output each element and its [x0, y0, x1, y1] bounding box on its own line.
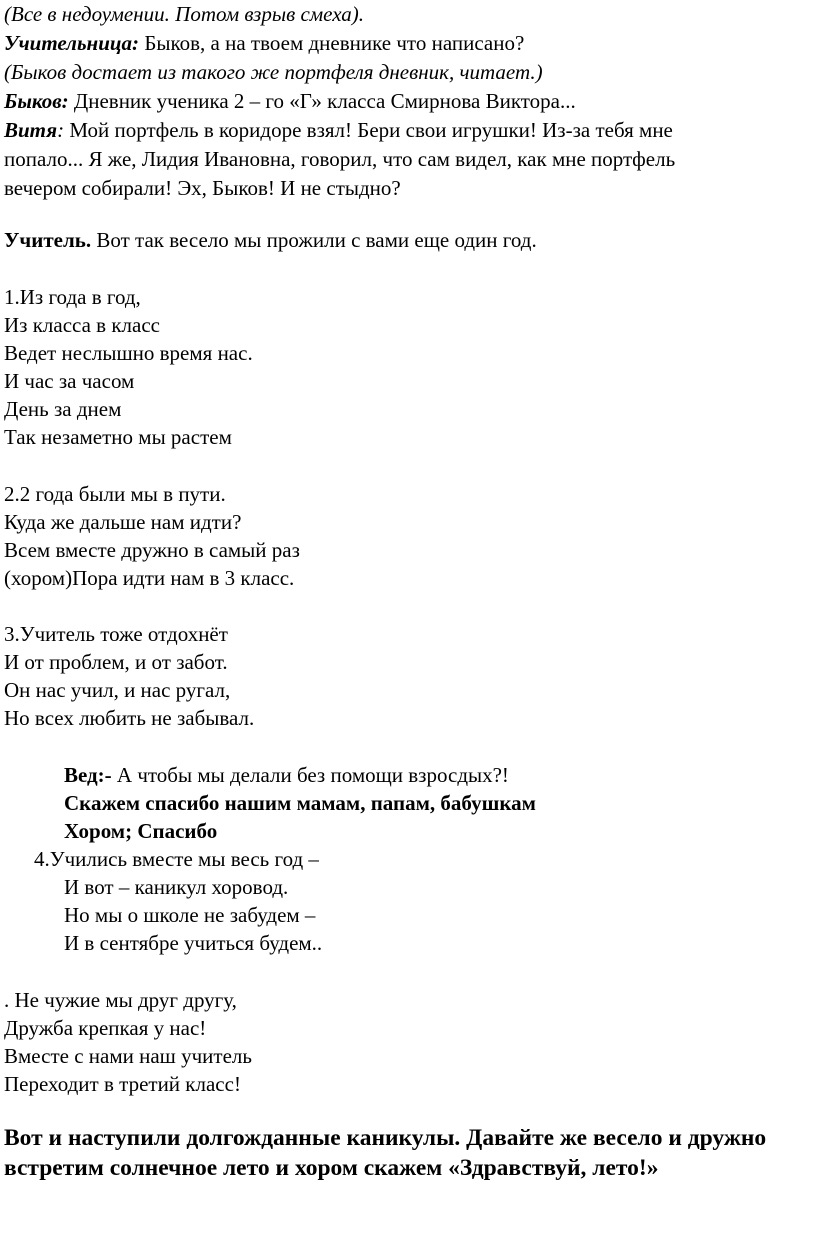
dialogue-text: Дневник ученика 2 – го «Г» класса Смирнова Виктора...	[68, 89, 576, 113]
dialogue-teacher	[4, 29, 524, 57]
verse-2-line: Куда же дальше нам идти?	[4, 510, 242, 534]
verse-5-line: . Не чужие мы друг другу,	[4, 988, 237, 1012]
stage-direction-laughter: (Все в недоумении. Потом взрыв смеха).	[4, 2, 365, 26]
verse-5-line: Дружба крепкая у нас!	[4, 1016, 207, 1040]
verse-4-line: И вот – каникул хоровод.	[64, 875, 289, 899]
dialogue-host	[64, 761, 509, 789]
dialogue-text: А чтобы мы делали без помощи взросдых?!	[111, 763, 509, 787]
verse-1-line: И час за часом	[4, 369, 135, 393]
verse-4-line: И в сентябре учиться будем..	[64, 931, 323, 955]
speaker-label: Учитель.	[4, 228, 92, 252]
dialogue-text: Вот так весело мы прожили с вами еще один год.	[91, 228, 537, 252]
verse-3-line: И от проблем, и от забот.	[4, 650, 228, 674]
choir-thanks-line: Хором; Спасибо	[64, 819, 218, 843]
speaker-label: Учительница:	[4, 31, 140, 55]
dialogue-bykov	[4, 87, 576, 115]
verse-2-line: 2.2 года были мы в пути.	[4, 482, 226, 506]
verse-1-line: Ведет неслышно время нас.	[4, 341, 253, 365]
dialogue-vitya-cont: попало... Я же, Лидия Ивановна, говорил, что сам видел, как мне портфель	[4, 147, 676, 171]
stage-direction-diary: (Быков достает из такого же портфеля дневник, читает.)	[4, 60, 543, 84]
verse-2-line: Всем вместе дружно в самый раз	[4, 538, 300, 562]
verse-5-line: Переходит в третий класс!	[4, 1072, 241, 1096]
verse-3-line: 3.Учитель тоже отдохнёт	[4, 622, 228, 646]
verse-4-line: Но мы о школе не забудем –	[64, 903, 316, 927]
verse-1-line: 1.Из года в год,	[4, 285, 141, 309]
verse-1-line: Так незаметно мы растем	[4, 425, 232, 449]
dialogue-vitya	[4, 116, 673, 144]
verse-3-line: Он нас учил, и нас ругал,	[4, 678, 231, 702]
speaker-colon: :	[57, 118, 65, 142]
verse-2-line: (хором)Пора идти нам в 3 класс.	[4, 566, 295, 590]
verse-3-line: Но всех любить не забывал.	[4, 706, 255, 730]
speaker-label: Быков:	[4, 89, 69, 113]
speaker-label: Витя	[4, 118, 58, 142]
dialogue-vitya-cont: вечером собирали! Эх, Быков! И не стыдно?	[4, 176, 401, 200]
speaker-label: Вед:-	[64, 763, 112, 787]
dialogue-text: Мой портфель в коридоре взял! Бери свои игрушки! Из-за тебя мне	[64, 118, 673, 142]
verse-4-line: 4.Учились вместе мы весь год –	[34, 847, 319, 871]
dialogue-teacher-2	[4, 226, 537, 254]
verse-1-line: День за днем	[4, 397, 122, 421]
closing-paragraph: Вот и наступили долгожданные каникулы. Давайте же весело и дружно встретим солнечное лето и хором скажем «Здравствуй, лето!»	[4, 1125, 767, 1181]
host-thanks-line: Скажем спасибо нашим мамам, папам, бабушкам	[64, 791, 536, 815]
verse-1-line: Из класса в класс	[4, 313, 160, 337]
verse-5-line: Вместе с нами наш учитель	[4, 1044, 252, 1068]
dialogue-text: Быков, а на твоем дневнике что написано?	[139, 31, 525, 55]
